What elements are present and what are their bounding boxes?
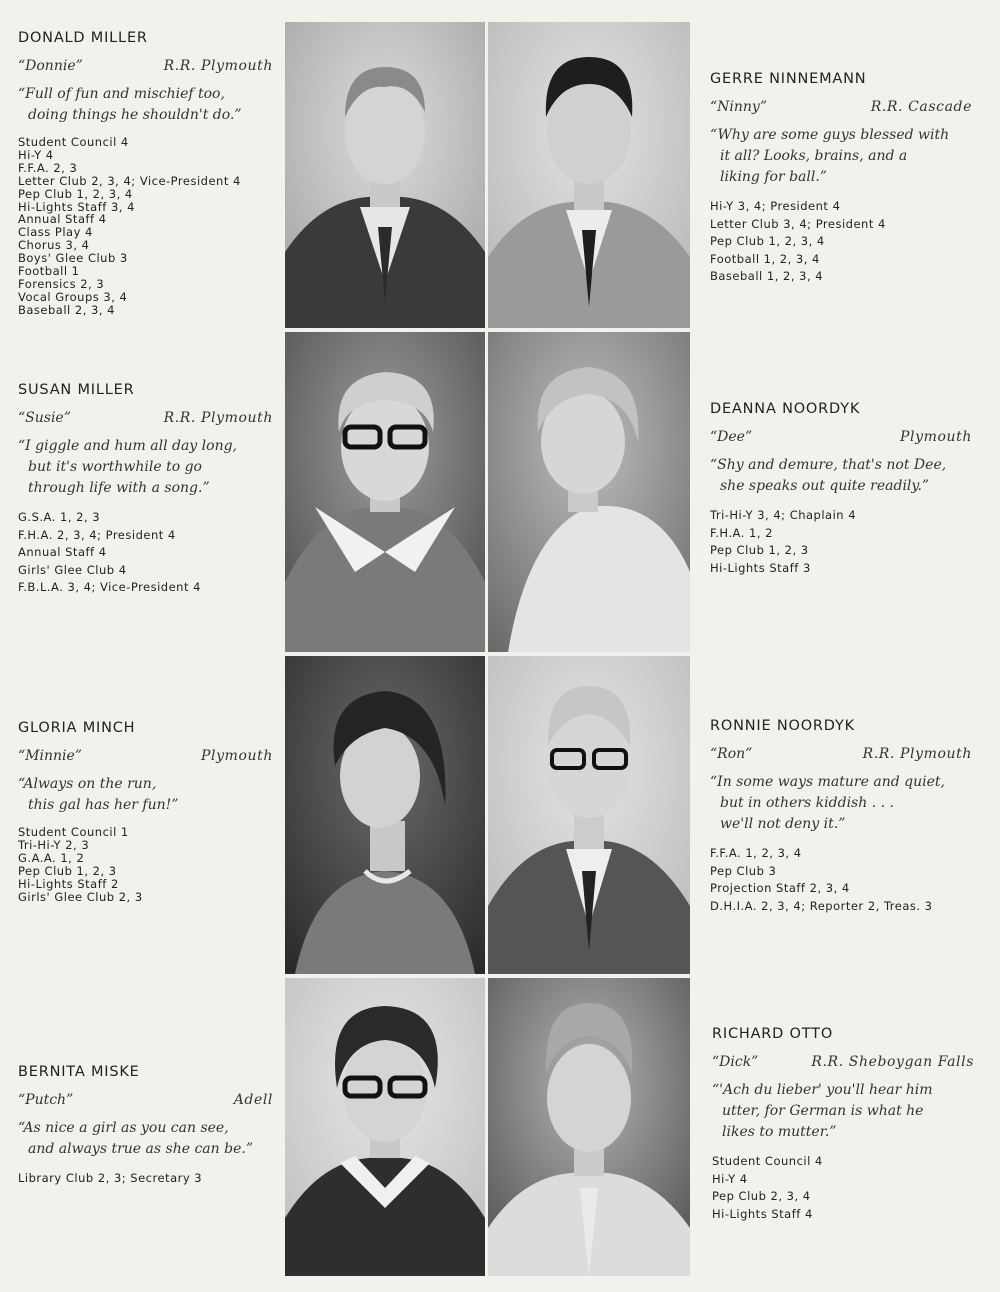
quote-line: “In some ways mature and quiet, [710, 774, 945, 790]
portrait-photo-richard-otto [488, 978, 690, 1276]
portrait-photo-ronnie-noordyk [488, 656, 690, 974]
student-name: GERRE NINNEMANN [710, 71, 867, 87]
activity-item: Hi-Y 4 [18, 147, 54, 162]
quote-line: “'Ach du lieber' you'll hear him [712, 1082, 933, 1098]
activity-item: D.H.I.A. 2, 3, 4; Reporter 2, Treas. 3 [710, 898, 933, 913]
student-quote [712, 1080, 974, 1143]
quote-line: it all? Looks, brains, and a [720, 148, 908, 164]
activities-list [18, 509, 273, 597]
activities-list [18, 136, 273, 317]
portrait-photo-deanna-noordyk [488, 332, 690, 652]
quote-line: through life with a song.” [28, 480, 210, 496]
activity-item: Hi-Lights Staff 3, 4 [18, 199, 135, 214]
student-quote [18, 1118, 273, 1160]
student-nickname: “Dee” [710, 429, 753, 445]
student-entry-deanna-noordyk [710, 401, 972, 577]
activity-item: Pep Club 2, 3, 4 [712, 1189, 811, 1203]
student-quote [18, 436, 273, 499]
student-entry-susan-miller [18, 382, 273, 597]
nickname-hometown-line [18, 748, 273, 764]
student-nickname: “Donnie” [18, 58, 83, 74]
student-name: BERNITA MISKE [18, 1064, 140, 1080]
quote-line: “Full of fun and mischief too, [18, 86, 225, 102]
activity-item: Annual Staff 4 [18, 212, 107, 227]
activity-item: Girls' Glee Club 4 [18, 562, 127, 577]
quote-line: liking for ball.” [720, 169, 827, 185]
student-hometown: Adell [233, 1092, 273, 1108]
quote-line: doing things he shouldn't do.” [28, 107, 242, 123]
quote-line: but in others kiddish . . . [720, 795, 894, 811]
quote-line: utter, for German is what he [722, 1103, 924, 1119]
student-nickname: “Ron” [710, 746, 753, 762]
activity-item: Hi-Lights Staff 4 [712, 1206, 813, 1221]
activity-item: F.F.A. 2, 3 [18, 160, 78, 175]
nickname-hometown-line [710, 746, 972, 762]
student-quote [18, 84, 273, 126]
activity-item: G.A.A. 1, 2 [18, 850, 85, 865]
student-entry-gerre-ninnemann [710, 71, 972, 286]
activity-item: Football 1 [18, 264, 80, 279]
student-nickname: “Minnie” [18, 748, 82, 764]
quote-line: and always true as she can be.” [28, 1141, 253, 1157]
student-quote [18, 774, 273, 816]
activity-item: Hi-Y 3, 4; President 4 [710, 199, 841, 213]
student-hometown: R.R. Plymouth [862, 746, 972, 762]
student-nickname: “Ninny” [710, 99, 767, 115]
nickname-hometown-line [18, 58, 273, 74]
activity-item: Pep Club 1, 2, 3 [710, 543, 809, 557]
activities-list [18, 826, 273, 903]
quote-line: but it's worthwhile to go [28, 459, 202, 475]
student-hometown: Plymouth [201, 748, 273, 764]
activity-item: Letter Club 3, 4; President 4 [710, 216, 886, 231]
quote-line: “Shy and demure, that's not Dee, [710, 457, 947, 473]
quote-line: “As nice a girl as you can see, [18, 1120, 229, 1136]
activities-list [710, 507, 972, 577]
activity-item: Football 1, 2, 3, 4 [710, 251, 820, 266]
student-quote [710, 455, 972, 497]
activity-item: Library Club 2, 3; Secretary 3 [18, 1171, 203, 1185]
student-name: DONALD MILLER [18, 30, 148, 46]
activities-list [710, 845, 972, 915]
student-entry-gloria-minch [18, 720, 273, 903]
activity-item: Baseball 2, 3, 4 [18, 302, 115, 317]
portrait-photo-susan-miller [285, 332, 485, 652]
activity-item: Baseball 1, 2, 3, 4 [710, 269, 824, 283]
student-entry-richard-otto [712, 1026, 974, 1223]
activity-item: Boys' Glee Club 3 [18, 251, 128, 266]
activity-item: F.H.A. 1, 2 [710, 525, 773, 540]
student-nickname: “Susie” [18, 410, 71, 426]
activity-item: F.F.A. 1, 2, 3, 4 [710, 846, 802, 860]
nickname-hometown-line [712, 1054, 974, 1070]
activity-item: Chorus 3, 4 [18, 238, 90, 253]
quote-line: she speaks out quite readily.” [720, 478, 930, 494]
student-hometown: R.R. Plymouth [163, 58, 273, 74]
activity-item: Pep Club 1, 2, 3, 4 [710, 234, 825, 248]
quote-line: “I giggle and hum all day long, [18, 438, 238, 454]
activity-item: Student Council 4 [18, 135, 129, 149]
student-name: SUSAN MILLER [18, 382, 135, 398]
activity-item: G.S.A. 1, 2, 3 [18, 510, 101, 524]
nickname-hometown-line [18, 1092, 273, 1108]
activity-item: Girls' Glee Club 2, 3 [18, 889, 143, 904]
activities-list [18, 1170, 273, 1188]
activity-item: Letter Club 2, 3, 4; Vice-President 4 [18, 173, 241, 188]
activity-item: F.B.L.A. 3, 4; Vice-President 4 [18, 580, 201, 594]
activity-item: Tri-Hi-Y 2, 3 [18, 837, 90, 852]
student-name: DEANNA NOORDYK [710, 401, 861, 417]
quote-line: “Why are some guys blessed with [710, 127, 950, 143]
student-nickname: “Dick” [712, 1054, 759, 1070]
student-name: RICHARD OTTO [712, 1026, 834, 1042]
activity-item: Projection Staff 2, 3, 4 [710, 881, 850, 895]
activity-item: Forensics 2, 3 [18, 276, 105, 291]
activity-item: Pep Club 1, 2, 3 [18, 863, 117, 878]
student-name: GLORIA MINCH [18, 720, 136, 736]
student-entry-bernita-miske [18, 1064, 273, 1188]
student-name: RONNIE NOORDYK [710, 718, 855, 734]
activity-item: Class Play 4 [18, 225, 93, 240]
activities-list [710, 198, 972, 286]
student-quote [710, 772, 972, 835]
portrait-photo-bernita-miske [285, 978, 485, 1276]
activity-item: F.H.A. 2, 3, 4; President 4 [18, 527, 176, 542]
activity-item: Annual Staff 4 [18, 545, 107, 559]
student-hometown: R.R. Sheboygan Falls [811, 1054, 974, 1070]
quote-line: we'll not deny it.” [720, 816, 846, 832]
activity-item: Tri-Hi-Y 3, 4; Chaplain 4 [710, 508, 857, 522]
nickname-hometown-line [18, 410, 273, 426]
activity-item: Pep Club 1, 2, 3, 4 [18, 186, 133, 201]
student-nickname: “Putch” [18, 1092, 74, 1108]
student-entry-ronnie-noordyk [710, 718, 972, 915]
portrait-photo-gerre-ninnemann [488, 22, 690, 328]
activity-item: Student Council 4 [712, 1154, 823, 1168]
student-entry-donald-miller [18, 30, 273, 317]
activity-item: Pep Club 3 [710, 863, 777, 878]
activity-item: Hi-Lights Staff 2 [18, 876, 119, 891]
quote-line: this gal has her fun!” [28, 797, 179, 813]
portrait-photo-gloria-minch [285, 656, 485, 974]
quote-line: “Always on the run, [18, 776, 157, 792]
activity-item: Student Council 1 [18, 825, 129, 839]
quote-line: likes to mutter.” [722, 1124, 837, 1140]
nickname-hometown-line [710, 429, 972, 445]
portrait-photo-donald-miller [285, 22, 485, 328]
nickname-hometown-line [710, 99, 972, 115]
student-quote [710, 125, 972, 188]
student-hometown: R.R. Cascade [870, 99, 972, 115]
activity-item: Hi-Lights Staff 3 [710, 560, 811, 575]
activities-list [712, 1153, 974, 1223]
activity-item: Vocal Groups 3, 4 [18, 289, 128, 304]
student-hometown: Plymouth [900, 429, 972, 445]
activity-item: Hi-Y 4 [712, 1171, 748, 1186]
student-hometown: R.R. Plymouth [163, 410, 273, 426]
